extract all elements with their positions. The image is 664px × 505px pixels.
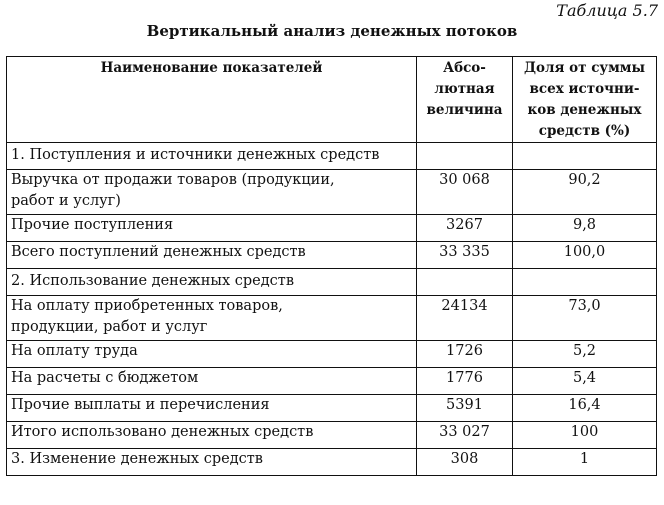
row-absolute bbox=[417, 269, 513, 296]
row-absolute: 308 bbox=[417, 449, 513, 476]
table-row bbox=[7, 143, 657, 170]
row-name: Прочие выплаты и перечисления bbox=[7, 395, 417, 422]
header-absolute-line: величина bbox=[426, 102, 503, 118]
row-absolute: 5391 bbox=[417, 395, 513, 422]
table-row bbox=[7, 215, 657, 242]
row-share bbox=[513, 143, 657, 170]
header-share-line: всех источни- bbox=[529, 81, 640, 97]
table-caption: Вертикальный анализ денежных потоков bbox=[146, 22, 518, 40]
row-absolute: 24134 bbox=[417, 296, 513, 341]
header-share-line: Доля от суммы bbox=[523, 60, 646, 76]
column-header-absolute bbox=[417, 57, 513, 143]
row-absolute: 3267 bbox=[417, 215, 513, 242]
table-number-label: Таблица 5.7 bbox=[556, 1, 658, 20]
row-share: 16,4 bbox=[513, 395, 657, 422]
table-row bbox=[7, 269, 657, 296]
header-absolute-line: лютная bbox=[434, 81, 495, 97]
row-share: 5,4 bbox=[513, 368, 657, 395]
cash-flow-table bbox=[6, 56, 657, 476]
row-share: 100,0 bbox=[513, 242, 657, 269]
row-share bbox=[513, 269, 657, 296]
row-absolute: 33 027 bbox=[417, 422, 513, 449]
row-share: 1 bbox=[513, 449, 657, 476]
row-share: 9,8 bbox=[513, 215, 657, 242]
column-header-share bbox=[513, 57, 657, 143]
header-share-line: ков денежных bbox=[527, 102, 642, 118]
table-row bbox=[7, 422, 657, 449]
table-row bbox=[7, 242, 657, 269]
row-absolute: 1726 bbox=[417, 341, 513, 368]
table-row bbox=[7, 170, 657, 215]
row-absolute bbox=[417, 143, 513, 170]
row-name: Прочие поступления bbox=[7, 215, 417, 242]
header-absolute-line: Абсо- bbox=[443, 60, 486, 76]
row-share: 73,0 bbox=[513, 296, 657, 341]
row-name: На оплату труда bbox=[7, 341, 417, 368]
row-name: На оплату приобретенных товаров, продукции, работ и услуг bbox=[7, 296, 417, 341]
row-absolute: 33 335 bbox=[417, 242, 513, 269]
table-row bbox=[7, 341, 657, 368]
row-share: 90,2 bbox=[513, 170, 657, 215]
table-row bbox=[7, 449, 657, 476]
row-share: 100 bbox=[513, 422, 657, 449]
row-name: 3. Изменение денежных средств bbox=[7, 449, 417, 476]
header-row bbox=[7, 57, 657, 143]
table-row bbox=[7, 296, 657, 341]
row-name: Итого использовано денежных средств bbox=[7, 422, 417, 449]
row-absolute: 30 068 bbox=[417, 170, 513, 215]
row-name: 2. Использование денежных средств bbox=[7, 269, 417, 296]
row-name: 1. Поступления и источники денежных средств bbox=[7, 143, 417, 170]
row-absolute: 1776 bbox=[417, 368, 513, 395]
row-name: На расчеты с бюджетом bbox=[7, 368, 417, 395]
column-header-name: Наименование показателей bbox=[7, 57, 417, 143]
row-name: Выручка от продажи товаров (продукции, работ и услуг) bbox=[7, 170, 417, 215]
table-row bbox=[7, 395, 657, 422]
row-name: Всего поступлений денежных средств bbox=[7, 242, 417, 269]
header-share-line: средств (%) bbox=[538, 123, 631, 139]
row-share: 5,2 bbox=[513, 341, 657, 368]
table-row bbox=[7, 368, 657, 395]
